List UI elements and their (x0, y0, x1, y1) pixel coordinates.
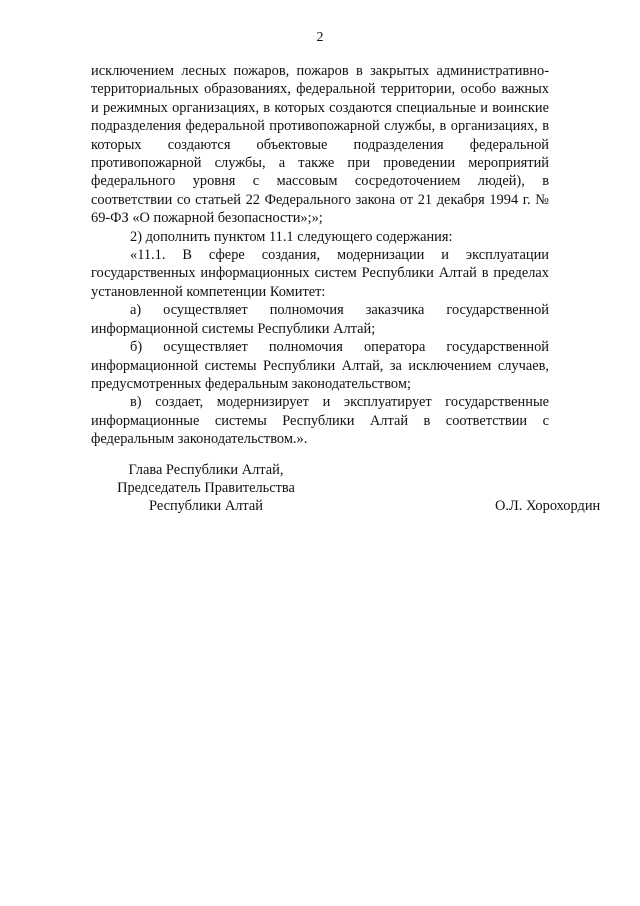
page-number: 2 (316, 30, 324, 45)
signatory-title (91, 461, 321, 515)
paragraph-11-1: «11.1. В сфере создания, модернизации и эксплуатации государственных информационных систем Республики Алтай в пределах установленной компетенции Комитет: (91, 247, 549, 300)
signatory-title-line-1: Глава Республики Алтай, (128, 462, 284, 478)
paragraph-subitem-b: б) осуществляет полномочия оператора государственной информационной системы Республики Алтай, за исключением случаев, предусмотренных федеральным законодательством; (91, 339, 549, 392)
document-body (91, 62, 549, 449)
signatory-name: О.Л. Хорохордин (495, 498, 601, 514)
paragraph-continuation: исключением лесных пожаров, пожаров в закрытых административно-территориальных образованиях, федеральной территории, особо важных и режимных организациях, в которых создаются специальные и воинские подразделения федеральной противопожарной службы, в организациях, в которых создаются объектовые подразделения федеральной противопожарной службы, а также при проведении мероприятий федерального уровня с массовым сосредоточением людей), в соответствии со статьей 22 Федерального закона от 21 декабря 1994 г. № 69-ФЗ «О пожарной безопасности»;»; (91, 63, 549, 227)
signatory-title-line-3: Республики Алтай (149, 498, 263, 514)
paragraph-subitem-a: а) осуществляет полномочия заказчика государственной информационной системы Республики Алтай; (91, 302, 549, 337)
paragraph-subitem-v: в) создает, модернизирует и эксплуатирует государственные информационные системы Республики Алтай в соответствии с федеральным законодательством.». (91, 394, 549, 448)
paragraph-item-2: 2) дополнить пунктом 11.1 следующего содержания: (130, 228, 453, 245)
signatory-title-line-2: Председатель Правительства (117, 480, 295, 496)
